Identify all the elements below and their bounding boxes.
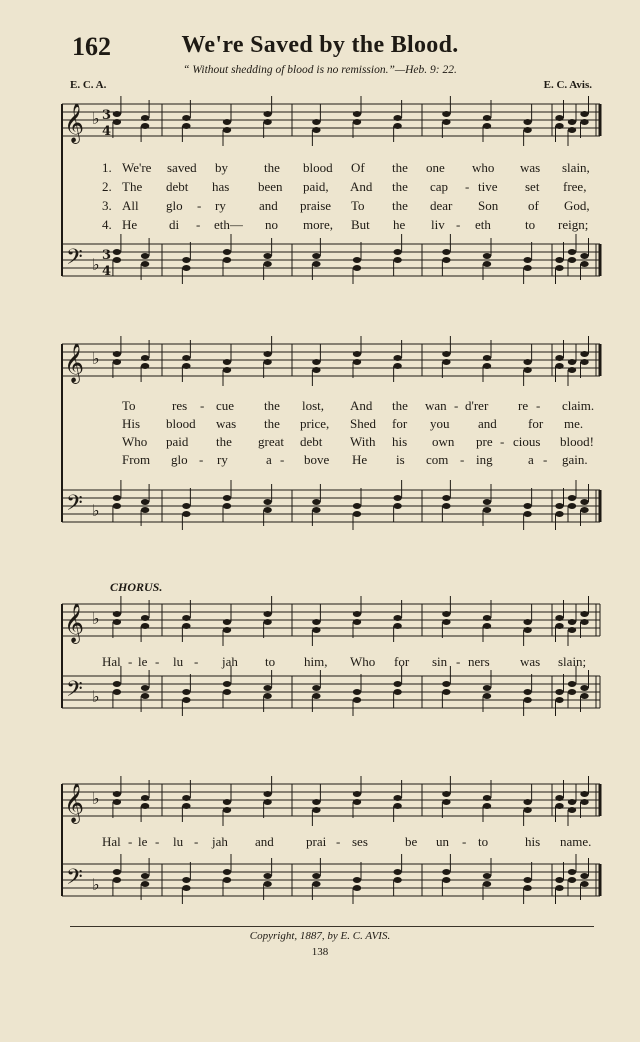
bass-note <box>312 685 320 691</box>
bass-note <box>263 693 271 699</box>
bass-note <box>580 881 588 887</box>
bass-note <box>141 253 149 259</box>
bass-note <box>141 873 149 879</box>
bass-note <box>353 503 361 509</box>
bass-note <box>312 881 320 887</box>
treble-note <box>393 623 401 629</box>
bass-note <box>312 693 320 699</box>
flat-icon: ♭ <box>92 789 100 808</box>
bass-note <box>263 685 271 691</box>
bass-clef-icon: 𝄢 <box>66 677 83 707</box>
treble-note <box>312 119 320 125</box>
bass-note <box>141 507 149 513</box>
bass-note <box>223 877 231 883</box>
words-credit: E. C. A. <box>70 79 107 91</box>
treble-note <box>393 115 401 121</box>
bass-note <box>523 265 531 271</box>
hymn-number: 162 <box>72 32 111 61</box>
flat-icon: ♭ <box>92 255 100 274</box>
flat-icon: ♭ <box>92 609 100 628</box>
bass-note <box>182 265 190 271</box>
bass-note <box>483 253 491 259</box>
bass-note <box>312 873 320 879</box>
bass-note <box>555 877 563 883</box>
bass-note <box>523 697 531 703</box>
bass-note <box>182 877 190 883</box>
treble-note <box>353 351 361 357</box>
treble-note <box>223 619 231 625</box>
treble-note <box>113 111 121 117</box>
bass-note <box>263 261 271 267</box>
bass-note <box>568 257 576 263</box>
treble-note <box>483 355 491 361</box>
bass-note <box>555 511 563 517</box>
verse-3-row: 3. All glo - ry and praise To the dear Son of God, <box>102 198 590 213</box>
scripture-epigraph: “ Without shedding of blood is no remission.”—Heb. 9: 22. <box>183 64 457 76</box>
treble-note <box>568 807 576 813</box>
treble-note <box>555 355 563 361</box>
treble-note <box>523 807 531 813</box>
bass-note <box>312 253 320 259</box>
treble-note <box>568 359 576 365</box>
bass-note <box>223 869 231 875</box>
bass-note <box>442 495 450 501</box>
treble-note <box>555 363 563 369</box>
treble-note <box>393 803 401 809</box>
treble-note <box>523 619 531 625</box>
treble-note <box>141 363 149 369</box>
bass-note <box>141 499 149 505</box>
bass-note <box>555 697 563 703</box>
treble-note <box>523 799 531 805</box>
bass-note <box>113 877 121 883</box>
treble-note <box>555 123 563 129</box>
bass-note <box>113 681 121 687</box>
bass-note <box>182 697 190 703</box>
treble-note <box>442 119 450 125</box>
bass-note <box>568 869 576 875</box>
bass-note <box>353 257 361 263</box>
treble-note <box>523 627 531 633</box>
bass-note <box>393 249 401 255</box>
bass-note <box>263 499 271 505</box>
bass-note <box>568 495 576 501</box>
bass-note <box>568 689 576 695</box>
treble-clef-icon: 𝄞 <box>64 343 85 383</box>
treble-note <box>353 619 361 625</box>
bass-note <box>523 503 531 509</box>
bass-note <box>580 499 588 505</box>
treble-note <box>141 115 149 121</box>
treble-note <box>353 611 361 617</box>
verse-1-row: 1. We're saved by the blood Of the one who was slain, <box>102 160 590 175</box>
treble-note <box>182 123 190 129</box>
treble-note <box>568 127 576 133</box>
treble-note <box>223 127 231 133</box>
treble-note <box>263 799 271 805</box>
bass-note <box>393 689 401 695</box>
bass-note <box>353 877 361 883</box>
bass-note <box>393 681 401 687</box>
bass-note <box>223 689 231 695</box>
treble-note <box>555 115 563 121</box>
bass-note <box>263 881 271 887</box>
treble-note <box>141 803 149 809</box>
bass-note <box>555 265 563 271</box>
treble-note <box>568 119 576 125</box>
bass-note <box>442 249 450 255</box>
bass-note <box>523 257 531 263</box>
treble-note <box>312 359 320 365</box>
treble-note <box>353 359 361 365</box>
bass-note <box>580 261 588 267</box>
treble-clef-icon: 𝄞 <box>64 783 85 823</box>
treble-note <box>182 615 190 621</box>
bass-note <box>393 869 401 875</box>
bass-note <box>263 507 271 513</box>
bass-note <box>483 873 491 879</box>
bass-clef-icon: 𝄢 <box>66 245 83 275</box>
flat-icon: ♭ <box>92 875 100 894</box>
treble-note <box>393 363 401 369</box>
treble-note <box>182 803 190 809</box>
hymn-title: We're Saved by the Blood. <box>181 32 459 58</box>
treble-note <box>568 799 576 805</box>
bass-note <box>113 689 121 695</box>
bass-note <box>483 507 491 513</box>
bass-note <box>483 261 491 267</box>
bass-note <box>555 885 563 891</box>
treble-note <box>113 359 121 365</box>
verse-4-continued-row: From glo - ry a - bove He is com - ing a - gain. <box>122 452 588 467</box>
bass-note <box>141 693 149 699</box>
treble-note <box>393 355 401 361</box>
treble-note <box>353 799 361 805</box>
treble-note <box>442 611 450 617</box>
bass-note <box>353 511 361 517</box>
treble-note <box>483 795 491 801</box>
bass-note <box>580 873 588 879</box>
bass-note <box>483 881 491 887</box>
treble-note <box>223 807 231 813</box>
bass-note <box>141 881 149 887</box>
bass-note <box>393 495 401 501</box>
treble-note <box>442 791 450 797</box>
bass-note <box>483 499 491 505</box>
treble-note <box>568 619 576 625</box>
treble-note <box>223 119 231 125</box>
bass-note <box>113 503 121 509</box>
treble-note <box>113 351 121 357</box>
bass-note <box>141 685 149 691</box>
flat-icon: ♭ <box>92 349 100 368</box>
flat-icon: ♭ <box>92 109 100 128</box>
bass-note <box>223 681 231 687</box>
treble-note <box>263 359 271 365</box>
bass-note <box>442 877 450 883</box>
verse-2-row: 2. The debt has been paid, And the cap - tive set free, <box>102 179 587 194</box>
bass-note <box>353 697 361 703</box>
verse-4-row: 4. He di - eth— no more, But he liv - eth to reign; <box>102 217 589 232</box>
treble-note <box>580 799 588 805</box>
bass-note <box>442 689 450 695</box>
treble-note <box>263 611 271 617</box>
copyright-notice: Copyright, 1887, by E. C. AVIS. <box>249 930 391 942</box>
chorus-line-1: Hal - le - lu - jah to him, Who for sin - ners was slain; <box>102 654 587 669</box>
bass-note <box>442 503 450 509</box>
treble-note <box>523 119 531 125</box>
bass-note <box>263 253 271 259</box>
bass-note <box>182 511 190 517</box>
bass-note <box>312 261 320 267</box>
time-signature-icon: 4 <box>102 124 112 139</box>
treble-note <box>182 623 190 629</box>
chorus-label: CHORUS. <box>110 580 163 594</box>
treble-note <box>223 359 231 365</box>
bass-note <box>223 503 231 509</box>
bass-note <box>223 257 231 263</box>
bass-note <box>442 681 450 687</box>
treble-note <box>483 615 491 621</box>
treble-note <box>483 363 491 369</box>
treble-note <box>442 351 450 357</box>
treble-note <box>555 795 563 801</box>
page-number: 138 <box>311 946 329 958</box>
flat-icon: ♭ <box>92 687 100 706</box>
bass-note <box>182 689 190 695</box>
bass-note <box>113 869 121 875</box>
bass-note <box>523 877 531 883</box>
bass-note <box>523 885 531 891</box>
treble-note <box>113 791 121 797</box>
treble-note <box>442 799 450 805</box>
bass-note <box>182 503 190 509</box>
treble-note <box>263 619 271 625</box>
treble-note <box>523 127 531 133</box>
flat-icon: ♭ <box>92 501 100 520</box>
bass-note <box>580 685 588 691</box>
bass-note <box>141 261 149 267</box>
bass-note <box>568 503 576 509</box>
bass-note <box>555 689 563 695</box>
bass-note <box>182 257 190 263</box>
treble-note <box>113 619 121 625</box>
treble-note <box>580 111 588 117</box>
treble-note <box>263 351 271 357</box>
treble-note <box>113 799 121 805</box>
treble-note <box>568 367 576 373</box>
treble-note <box>393 123 401 129</box>
treble-note <box>580 619 588 625</box>
time-signature-icon: 3 <box>102 108 112 123</box>
bass-note <box>580 253 588 259</box>
bass-note <box>568 249 576 255</box>
treble-note <box>113 119 121 125</box>
treble-note <box>141 795 149 801</box>
treble-note <box>483 803 491 809</box>
bass-clef-icon: 𝄢 <box>66 491 83 521</box>
treble-clef-icon: 𝄞 <box>64 603 85 643</box>
treble-note <box>141 623 149 629</box>
time-signature-icon: 3 <box>102 248 112 263</box>
treble-note <box>182 115 190 121</box>
treble-note <box>141 355 149 361</box>
treble-note <box>555 623 563 629</box>
bass-note <box>523 689 531 695</box>
treble-note <box>442 619 450 625</box>
bass-note <box>555 257 563 263</box>
treble-note <box>483 623 491 629</box>
bass-note <box>223 249 231 255</box>
time-signature-icon: 4 <box>102 264 112 279</box>
treble-note <box>393 615 401 621</box>
treble-note <box>223 799 231 805</box>
treble-note <box>580 611 588 617</box>
bass-note <box>113 249 121 255</box>
bass-note <box>353 265 361 271</box>
verse-1-continued-row: To res - cue the lost, And the wan - d'rer re - claim. <box>122 398 595 413</box>
treble-note <box>353 791 361 797</box>
treble-note <box>555 803 563 809</box>
treble-note <box>442 111 450 117</box>
treble-note <box>312 367 320 373</box>
bass-note <box>580 507 588 513</box>
treble-note <box>483 115 491 121</box>
bass-note <box>393 877 401 883</box>
treble-note <box>580 351 588 357</box>
bass-clef-icon: 𝄢 <box>66 865 83 895</box>
treble-note <box>312 799 320 805</box>
verse-3-continued-row: Who paid the great debt With his own pre - cious blood! <box>122 434 594 449</box>
footer-rule <box>70 926 594 927</box>
bass-note <box>442 869 450 875</box>
treble-note <box>523 367 531 373</box>
bass-note <box>113 257 121 263</box>
treble-note <box>182 795 190 801</box>
treble-note <box>263 791 271 797</box>
treble-note <box>223 627 231 633</box>
treble-note <box>580 359 588 365</box>
treble-note <box>353 111 361 117</box>
bass-note <box>442 257 450 263</box>
bass-note <box>223 495 231 501</box>
treble-note <box>580 119 588 125</box>
treble-note <box>523 359 531 365</box>
bass-note <box>555 503 563 509</box>
music-credit: E. C. Avis. <box>543 79 592 91</box>
treble-note <box>353 119 361 125</box>
treble-clef-icon: 𝄞 <box>64 103 85 143</box>
treble-note <box>568 627 576 633</box>
treble-note <box>393 795 401 801</box>
bass-note <box>312 507 320 513</box>
treble-note <box>442 359 450 365</box>
bass-note <box>263 873 271 879</box>
bass-note <box>113 495 121 501</box>
treble-note <box>483 123 491 129</box>
treble-note <box>113 611 121 617</box>
bass-note <box>393 257 401 263</box>
bass-note <box>353 885 361 891</box>
bass-note <box>580 693 588 699</box>
bass-note <box>182 885 190 891</box>
bass-note <box>393 503 401 509</box>
bass-note <box>312 499 320 505</box>
verse-2-continued-row: His blood was the price, Shed for you and for me. <box>122 416 584 431</box>
treble-note <box>263 119 271 125</box>
treble-note <box>182 363 190 369</box>
bass-note <box>568 681 576 687</box>
treble-note <box>312 619 320 625</box>
bass-note <box>483 685 491 691</box>
bass-note <box>353 689 361 695</box>
treble-note <box>312 627 320 633</box>
treble-note <box>580 791 588 797</box>
treble-note <box>555 615 563 621</box>
treble-note <box>141 123 149 129</box>
chorus-line-2: Hal - le - lu - jah and prai - ses be un - to his name. <box>102 834 592 849</box>
treble-note <box>312 807 320 813</box>
treble-note <box>223 367 231 373</box>
bass-note <box>483 693 491 699</box>
treble-note <box>182 355 190 361</box>
treble-note <box>263 111 271 117</box>
treble-note <box>312 127 320 133</box>
bass-note <box>568 877 576 883</box>
bass-note <box>523 511 531 517</box>
treble-note <box>141 615 149 621</box>
